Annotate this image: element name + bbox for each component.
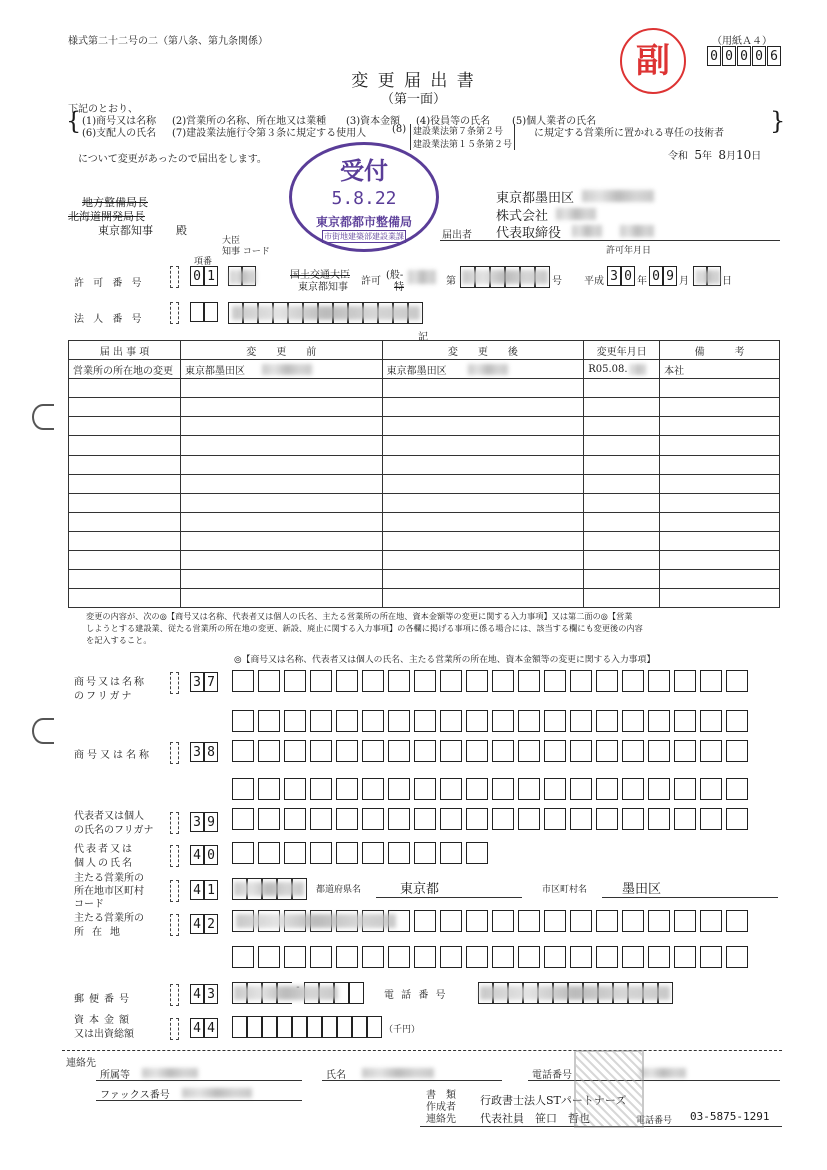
addressee-hokkaido: 北海道開発局長 [68,210,145,223]
entry-cell[interactable] [310,842,332,864]
entry-cell[interactable] [648,808,670,830]
entry-cell[interactable] [388,778,410,800]
field-42-row2[interactable] [232,946,748,968]
entry-cell[interactable] [622,710,644,732]
applicant-address: 東京都墨田区 [496,191,575,206]
entry-cell[interactable] [388,946,410,968]
intro-item-1: (1)商号又は名称 [82,116,157,127]
entry-cell[interactable] [648,946,670,968]
entry-cell[interactable] [700,808,722,830]
entry-cell[interactable] [674,778,696,800]
entry-cell[interactable] [284,946,306,968]
entry-cell[interactable] [336,710,358,732]
intro-item-4: (4)役員等の氏名 [416,116,491,127]
entry-cell[interactable] [596,710,618,732]
punch-hole [32,718,54,744]
entry-cell[interactable] [414,710,436,732]
entry-cell[interactable] [518,710,540,732]
entry-cell[interactable] [388,740,410,762]
entry-cell[interactable] [622,910,644,932]
entry-cell[interactable] [284,842,306,864]
entry-cell[interactable] [492,670,514,692]
entry-cell[interactable] [466,946,488,968]
entry-cell[interactable] [700,710,722,732]
field-44-label: 資本金額 又は出資総額 [74,1015,134,1040]
applicant-company: 株式会社 [496,209,549,224]
field-40-label: 代表者又は 個人の氏名 [74,844,134,869]
entry-cell[interactable] [700,670,722,692]
capital-cells[interactable] [232,1016,382,1038]
entry-cell[interactable] [648,670,670,692]
entry-cell[interactable] [648,740,670,762]
entry-cell[interactable] [726,740,748,762]
item-number-header: 項番 [194,257,213,267]
entry-cell[interactable] [726,710,748,732]
entry-cell[interactable] [466,910,488,932]
entry-cell[interactable] [596,910,618,932]
entry-cell[interactable] [310,740,332,762]
entry-cell[interactable] [284,670,306,692]
intro-lead: 下記のとおり、 [68,104,138,115]
reception-stamp: 受付 5.8.22 東京都都市整備局 市街地建築部建設業課 [289,142,439,252]
entry-cell[interactable] [440,808,462,830]
entry-cell[interactable] [674,740,696,762]
entry-cell[interactable] [492,778,514,800]
intro-item-5: (5)個人業者の氏名 [512,116,597,127]
entry-cell[interactable] [362,946,384,968]
city-value: 墨田区 [622,882,662,897]
form-reference: 様式第二十二号の二（第八条、第九条関係） [68,36,268,47]
entry-cell[interactable] [466,670,488,692]
entry-cell[interactable] [674,946,696,968]
entry-cell[interactable] [492,946,514,968]
entry-cell[interactable] [440,740,462,762]
entry-cell[interactable] [258,740,280,762]
entry-cell[interactable] [362,670,384,692]
entry-cell[interactable] [414,910,436,932]
entry-cell[interactable] [336,808,358,830]
entry-cell[interactable] [544,808,566,830]
entry-cell[interactable] [570,946,592,968]
entry-cell[interactable] [310,778,332,800]
entry-cell[interactable] [518,808,540,830]
entry-cell[interactable] [466,740,488,762]
paper-size-label: （用紙Ａ４） [712,36,772,47]
entry-cell[interactable] [674,710,696,732]
minister-label: 国土交通大臣 [290,270,350,281]
entry-cell[interactable] [232,710,254,732]
entry-cell[interactable] [310,670,332,692]
prefecture-value: 東京都 [400,882,440,897]
entry-cell[interactable] [336,842,358,864]
preparer-rep: 代表社員 笹口 哲也 [480,1112,590,1125]
instruction-note: 変更の内容が、次の◎【商号又は名称、代表者又は個人の氏名、主たる営業所の所在地、資本金額等の変更に関する入力事項】又は第二面の◎【営業 しようとする建設業、従たる営業所の所在地の変更、新設、廃止に関する入力事項】の各欄に掲げる事項に係る場合には、該当する欄にも変更後の内容 を記入すること。 [86,611,643,645]
contact-name-label: 氏名 [326,1070,346,1081]
entry-cell[interactable] [284,778,306,800]
entry-cell[interactable] [726,946,748,968]
copy-seal: 副 [620,28,686,94]
table-row: 営業所の所在地の変更 東京都墨田区 東京都墨田区 R05.08. 本社 [69,360,780,379]
entry-cell[interactable] [726,808,748,830]
entry-cell[interactable] [518,910,540,932]
entry-cell[interactable] [518,670,540,692]
entry-cell[interactable] [544,670,566,692]
entry-cell[interactable] [388,670,410,692]
entry-cell[interactable] [258,670,280,692]
entry-cell[interactable] [726,778,748,800]
entry-cell[interactable] [414,946,436,968]
entry-cell[interactable] [596,778,618,800]
entry-cell[interactable] [596,808,618,830]
entry-cell[interactable] [388,710,410,732]
permit-label: 許可 [361,276,381,287]
addressee-governor: 東京都知事 [98,224,153,237]
entry-cell[interactable] [258,808,280,830]
contact-tel-label: 電話番号 [532,1070,572,1081]
honorific: 殿 [176,224,187,237]
entry-cell[interactable] [362,842,384,864]
change-table: 届 出 事 項 変 更 前 変 更 後 変更年月日 備 考 営業所の所在地の変更 東京都墨田区 東京都墨田区 R05.08. 本社 [68,340,780,608]
submission-date: 令和 5年 8月10日 [668,148,762,162]
entry-cell[interactable] [570,808,592,830]
entry-cell[interactable] [362,740,384,762]
entry-cell[interactable] [414,670,436,692]
field-38-row1[interactable] [232,740,748,762]
entry-cell[interactable] [232,946,254,968]
entry-cell[interactable] [570,740,592,762]
intro-item-8: (8) [392,124,407,135]
code-header: 大臣 知事 コード [222,236,270,257]
preparer-label: 書 類 作成者 連絡先 [426,1090,456,1125]
entry-cell[interactable] [674,670,696,692]
city-label: 市区町村名 [542,885,588,895]
entry-cell[interactable] [336,740,358,762]
entry-cell[interactable] [232,808,254,830]
entry-cell[interactable] [232,740,254,762]
field-39-label: 代表者又は個人 の氏名のフリガナ [74,811,154,836]
entry-cell[interactable] [232,670,254,692]
entry-cell[interactable] [440,710,462,732]
entry-cell[interactable] [492,710,514,732]
entry-cell[interactable] [388,808,410,830]
preparer-tel-number: 03-5875-1291 [690,1110,770,1123]
entry-cell[interactable] [492,740,514,762]
go-label: 号 [552,276,562,287]
field-38-label: 商号又は名称 [74,750,152,761]
entry-cell[interactable] [414,740,436,762]
preparer-firm: 行政書士法人STパートナーズ [480,1094,627,1107]
entry-cell[interactable] [570,710,592,732]
permit-date-header: 許可年月日 [606,246,652,256]
entry-cell[interactable] [466,710,488,732]
law-reference: 建設業法第７条第２号 建設業法第１５条第２号 [410,124,515,150]
section-heading: ◎【商号又は名称、代表者又は個人の氏名、主たる営業所の所在地、資本金額等の変更に関する入力事項】 [234,655,656,665]
entry-cell[interactable] [258,710,280,732]
entry-cell[interactable] [492,910,514,932]
entry-cell[interactable] [622,778,644,800]
entry-cell[interactable] [518,946,540,968]
entry-cell[interactable] [544,778,566,800]
contact-dept-label: 所属等 [100,1070,130,1081]
governor-label: 東京都知事 [298,282,348,293]
contact-fax-label: ファックス番号 [100,1090,170,1101]
prefecture-label: 都道府県名 [316,885,362,895]
entry-cell[interactable] [258,778,280,800]
entry-cell[interactable] [674,808,696,830]
intro-item-3: (3)資本金額 [346,116,401,127]
ki-label: 記 [418,332,428,343]
entry-cell[interactable] [700,740,722,762]
entry-cell[interactable] [596,946,618,968]
entry-cell[interactable] [570,910,592,932]
entry-cell[interactable] [544,710,566,732]
entry-cell[interactable] [440,842,462,864]
entry-cell[interactable] [570,670,592,692]
corporate-number-label: 法 人 番 号 [74,314,145,325]
entry-cell[interactable] [336,778,358,800]
intro-item-8-tail: に規定する営業所に置かれる専任の技術者 [534,128,724,139]
entry-cell[interactable] [310,946,332,968]
entry-cell[interactable] [310,808,332,830]
entry-cell[interactable] [414,842,436,864]
entry-cell[interactable] [284,710,306,732]
entry-cell[interactable] [648,910,670,932]
entry-cell[interactable] [544,740,566,762]
entry-cell[interactable] [362,808,384,830]
entry-cell[interactable] [622,740,644,762]
entry-cell[interactable] [518,740,540,762]
entry-cell[interactable] [726,670,748,692]
entry-cell[interactable] [258,842,280,864]
entry-cell[interactable] [466,778,488,800]
entry-cell[interactable] [466,842,488,864]
field-37-row1[interactable] [232,670,748,692]
entry-cell[interactable] [440,778,462,800]
field-38-row2[interactable] [232,778,748,800]
entry-cell[interactable] [700,910,722,932]
entry-cell[interactable] [336,946,358,968]
entry-cell[interactable] [570,778,592,800]
entry-cell[interactable] [310,710,332,732]
entry-cell[interactable] [596,740,618,762]
permit-era: 平成 [584,276,604,287]
entry-cell[interactable] [726,910,748,932]
entry-cell[interactable] [440,670,462,692]
field-42-label: 主たる営業所の 所在地 [74,913,144,938]
entry-cell[interactable] [544,910,566,932]
seal-stamp [574,1050,644,1128]
entry-cell[interactable] [284,740,306,762]
applicant-label: 届出者 [442,230,472,241]
entry-cell[interactable] [336,670,358,692]
entry-cell[interactable] [700,778,722,800]
field-41-label: 主たる営業所の 所在地市区町村 コード [74,873,144,910]
entry-cell[interactable] [518,778,540,800]
preparer-tel-label: 電話番号 [636,1116,673,1126]
entry-cell[interactable] [232,842,254,864]
entry-cell[interactable] [700,946,722,968]
entry-cell[interactable] [362,778,384,800]
document-title: 変 更 届 出 書 [351,71,476,91]
entry-cell[interactable] [544,946,566,968]
entry-cell[interactable] [648,710,670,732]
entry-cell[interactable] [648,778,670,800]
entry-cell[interactable] [258,946,280,968]
entry-cell[interactable] [622,946,644,968]
field-37-label: 商号又は名称 のフリガナ [74,677,146,702]
entry-cell[interactable] [466,808,488,830]
applicant-title: 代表取締役 [496,226,562,241]
entry-cell[interactable] [414,778,436,800]
entry-cell[interactable] [232,778,254,800]
entry-cell[interactable] [414,808,436,830]
field-39-cells[interactable] [232,808,748,830]
entry-cell[interactable] [440,910,462,932]
entry-cell[interactable] [622,670,644,692]
document-subtitle: （第一面） [380,92,446,107]
intro-item-2: (2)営業所の名称、所在地又は業種 [172,116,327,127]
dai-label: 第 [446,276,456,287]
capital-unit: （千円） [384,1025,421,1035]
field-40-cells[interactable] [232,842,488,864]
entry-cell[interactable] [284,808,306,830]
field-37-row2[interactable] [232,710,748,732]
punch-hole [32,404,54,430]
permit-number-label: 許 可 番 号 [74,278,145,289]
entry-cell[interactable] [440,946,462,968]
entry-cell[interactable] [362,710,384,732]
intro-end: について変更があったので届出をします。 [78,154,267,165]
telephone-label: 電 話 番 号 [384,990,448,1001]
addressee-regional: 地方整備局長 [82,196,148,209]
field-43-label: 郵便番号 [74,994,134,1005]
entry-cell[interactable] [596,670,618,692]
contact-label: 連絡先 [66,1058,96,1069]
intro-item-7: (7)建設業法施行令第３条に規定する使用人 [172,128,367,139]
entry-cell[interactable] [492,808,514,830]
entry-cell[interactable] [622,808,644,830]
entry-cell[interactable] [388,842,410,864]
intro-item-6: (6)支配人の氏名 [82,128,157,139]
entry-cell[interactable] [674,910,696,932]
